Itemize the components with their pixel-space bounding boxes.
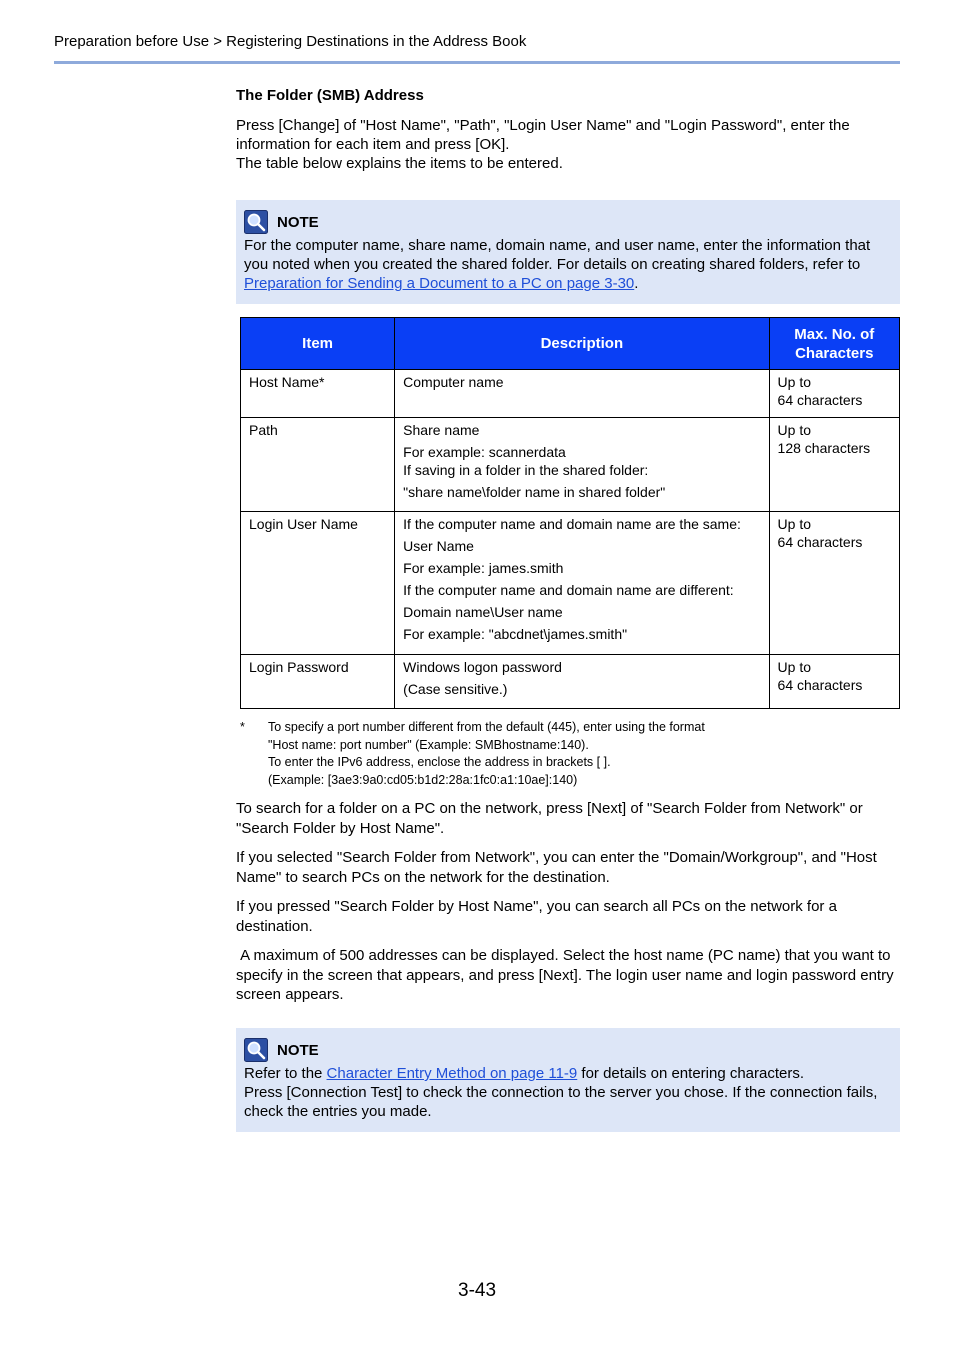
description-line: Windows logon password [403, 659, 562, 675]
note-text [244, 1064, 892, 1083]
footnote-line: To specify a port number different from the default (445), enter using the format [268, 720, 705, 734]
description-line: Domain name\User name [403, 604, 563, 620]
smb-items-table [240, 317, 900, 709]
intro-line: Press [Change] of "Host Name", "Path", "Login User Name" and "Login Password", enter the information for each item and press [OK]. [236, 117, 850, 153]
table-row [241, 512, 900, 655]
paragraph: If you pressed "Search Folder by Host Name", you can search all PCs on the network for a destination. [236, 898, 837, 935]
footnote-line: (Example: [3ae3:9a0:cd05:b1d2:28a:1fc0:a1:10ae]:140) [268, 772, 578, 787]
description-line: "share name\folder name in shared folder" [403, 484, 666, 500]
description-line: For example: scannerdata [403, 444, 566, 460]
cell-max [769, 512, 899, 655]
note-magnifier-icon [244, 210, 268, 234]
table-header-row [241, 318, 900, 370]
breadcrumb: Preparation before Use > Registering Destinations in the Address Book [54, 33, 527, 50]
column-header-max-characters: Max. No. of Characters [769, 318, 899, 370]
table-row [241, 418, 900, 512]
cell-item: Login User Name [241, 512, 395, 655]
note-box [236, 200, 900, 304]
cell-max [769, 655, 899, 709]
note-text-before: For the computer name, share name, domain name, and user name, enter the information that you noted when you created the shared folder. For details on creating shared folders, refer to [244, 237, 871, 273]
intro-text [236, 116, 900, 173]
max-line: Up to [777, 516, 812, 532]
note-text-before: Refer to the [244, 1065, 327, 1082]
table-row [241, 655, 900, 709]
paragraph: If you selected "Search Folder from Network", you can enter the "Domain/Workgroup", and "Host Name" to search PCs on the network for the destination. [236, 849, 877, 886]
max-line: 64 characters [777, 392, 863, 408]
max-line: 64 characters [777, 534, 863, 550]
description-line: If saving in a folder in the shared folder: [403, 462, 649, 478]
description-line: If the computer name and domain name are different: [403, 582, 734, 598]
footnote-line: "Host name: port number" (Example: SMBhostname:140). [268, 737, 589, 752]
max-line: Up to [777, 659, 812, 675]
max-line: 128 characters [777, 440, 871, 456]
description-line: For example: "abcdnet\james.smith" [403, 626, 628, 642]
note-box [236, 1028, 900, 1132]
max-line: Up to [777, 374, 812, 390]
description-line: User Name [403, 538, 474, 554]
note-title: NOTE [277, 1041, 319, 1059]
link-character-entry-method[interactable]: Character Entry Method on page 11-9 [326, 1065, 578, 1082]
cell-max [769, 418, 899, 512]
column-header-item: Item [241, 318, 395, 370]
note-text [244, 236, 892, 293]
note-title: NOTE [277, 213, 319, 231]
description-line: Share name [403, 422, 480, 438]
table-row [241, 370, 900, 418]
description-line: If the computer name and domain name are the same: [403, 516, 741, 532]
cell-item: Host Name* [241, 370, 395, 418]
link-preparation-sending-pc[interactable]: Preparation for Sending a Document to a PC on page 3-30 [244, 275, 635, 292]
header-divider [54, 61, 900, 64]
section-title: The Folder (SMB) Address [236, 87, 424, 104]
column-header-description: Description [395, 318, 769, 370]
cell-description [395, 370, 769, 418]
page-number: 3-43 [458, 1280, 497, 1301]
cell-description [395, 655, 769, 709]
paragraph: A maximum of 500 addresses can be displayed. Select the host name (PC name) that you want to specify in the screen that appears, and press [Next]. The login user name and login password entry screen appears. [236, 947, 898, 1003]
footnote-lines [268, 719, 705, 789]
note-text-line2: Press [Connection Test] to check the connection to the server you chose. If the connection fails, check the entries you made. [244, 1084, 878, 1120]
max-line: 64 characters [777, 677, 863, 693]
cell-max [769, 370, 899, 418]
description-line: For example: james.smith [403, 560, 564, 576]
intro-line: The table below explains the items to be entered. [236, 155, 563, 172]
cell-description [395, 418, 769, 512]
cell-item: Login Password [241, 655, 395, 709]
description-line: (Case sensitive.) [403, 681, 508, 697]
note-magnifier-icon [244, 1038, 268, 1062]
footnote-marker: * [240, 720, 245, 734]
body-text [236, 799, 900, 1015]
cell-description [395, 512, 769, 655]
paragraph: To search for a folder on a PC on the network, press [Next] of "Search Folder from Network" or "Search Folder by Host Name". [236, 800, 863, 837]
cell-item: Path [241, 418, 395, 512]
max-line: Up to [777, 422, 812, 438]
note-header [244, 1037, 892, 1063]
description-line: Computer name [403, 374, 504, 390]
note-text-after: for details on entering characters. [577, 1065, 805, 1082]
note-header [244, 209, 892, 235]
footnote-line: To enter the IPv6 address, enclose the address in brackets [ ]. [268, 755, 611, 769]
note-text-after: . [634, 275, 639, 292]
